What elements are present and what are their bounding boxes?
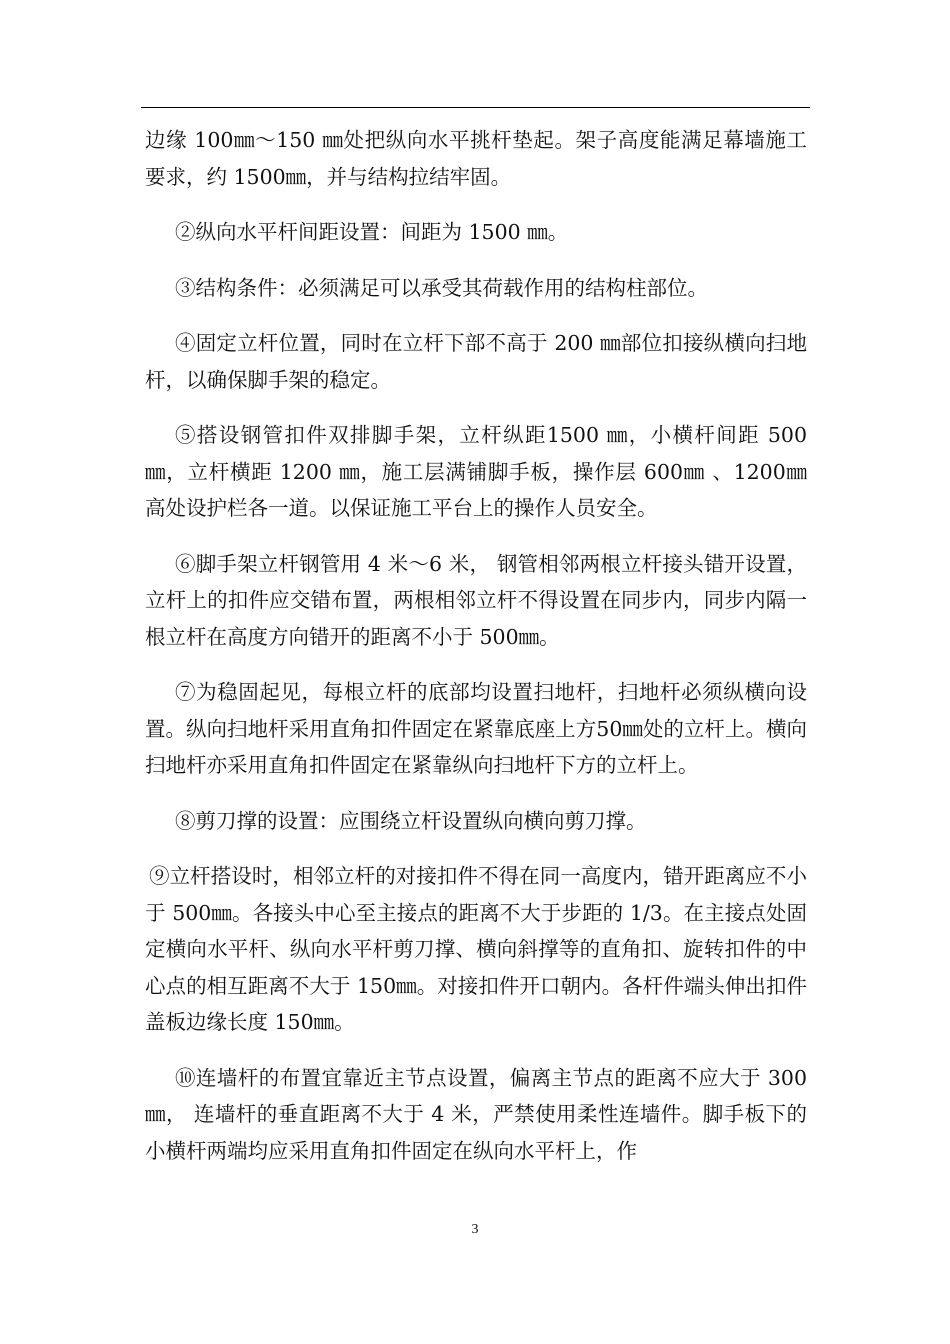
- header-rule: [141, 107, 810, 108]
- paragraph-item-4: ④固定立杆位置，同时在立杆下部不高于 200 ㎜部位扣接纵横向扫地杆，以确保脚手架的稳定。: [145, 331, 807, 392]
- paragraph-item-2: ②纵向水平杆间距设置：间距为 1500 ㎜。: [175, 220, 569, 244]
- paragraph-item-5: ⑤搭设钢管扣件双排脚手架，立杆纵距1500 ㎜，小横杆间距 500 ㎜，立杆横距 1200 ㎜，施工层满铺脚手板，操作层 600㎜ 、1200㎜ 高处设护栏各一道。以保证施工平台上的操作人员安全。: [145, 423, 807, 520]
- document-body: [145, 122, 807, 1188]
- paragraph-continuation: 边缘 100㎜～150 ㎜处把纵向水平挑杆垫起。架子高度能满足幕墙施工要求，约 1500㎜，并与结构拉结牢固。: [145, 128, 807, 189]
- paragraph-item-8: ⑧剪刀撑的设置：应围绕立杆设置纵向横向剪刀撑。: [175, 808, 647, 833]
- paragraph-item-7: ⑦为稳固起见，每根立杆的底部均设置扫地杆，扫地杆必须纵横向设置。纵向扫地杆采用直角扣件固定在紧靠底座上方50㎜处的立杆上。横向扫地杆亦采用直角扣件固定在紧靠纵向扫地杆下方的立杆上。: [145, 680, 807, 777]
- paragraph-item-9: ⑨立杆搭设时，相邻立杆的对接扣件不得在同一高度内，错开距离应不小于 500㎜。各接头中心至主接点的距离不大于步距的 1/3。在主接点处固定横向水平杆、纵向水平杆剪刀撑、横向斜撑等的直角扣、旋转扣件的中心点的相互距离不大于 150㎜。对接扣件开口朝内。各杆件端头伸出扣件盖板边缘长度 150㎜。: [145, 864, 807, 1034]
- paragraph-item-3: ③结构条件：必须满足可以承受其荷载作用的结构柱部位。: [175, 275, 708, 300]
- paragraph-item-10: ⑩连墙杆的布置宜靠近主节点设置，偏离主节点的距离不应大于 300 ㎜， 连墙杆的垂直距离不大于 4 米，严禁使用柔性连墙件。脚手板下的小横杆两端均应采用直角扣件固定在纵向水平杆上，作: [145, 1065, 807, 1163]
- page-number: 3: [471, 1222, 479, 1237]
- paragraph-item-6: ⑥脚手架立杆钢管用 4 米～6 米， 钢管相邻两根立杆接头错开设置，立杆上的扣件应交错布置，两根相邻立杆不得设置在同步内，同步内隔一根立杆在高度方向错开的距离不小于 500㎜。: [145, 551, 807, 649]
